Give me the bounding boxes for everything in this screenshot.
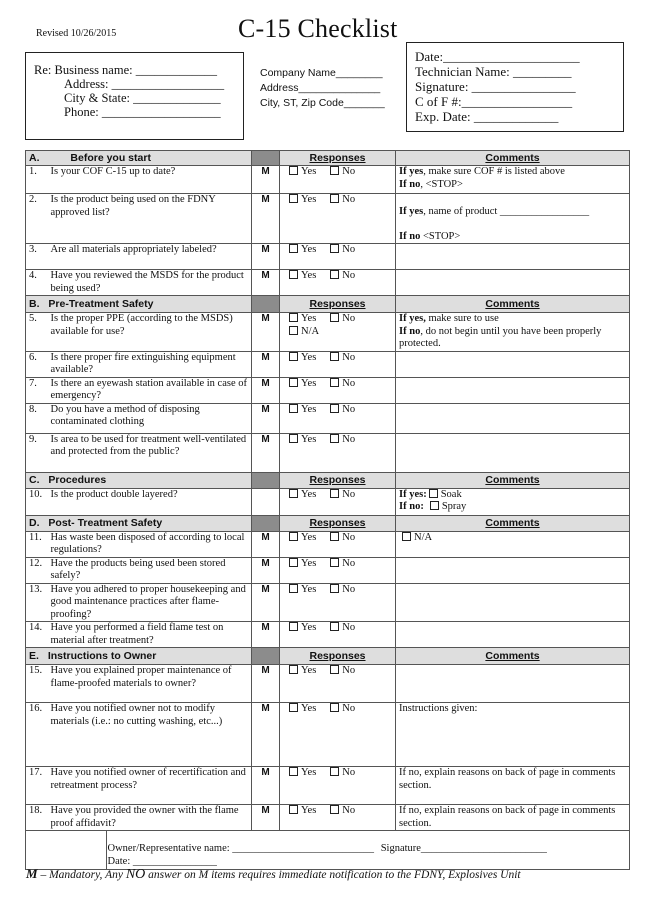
yes-checkbox[interactable]: [289, 489, 298, 498]
revised-date: Revised 10/26/2015: [36, 28, 117, 39]
mandatory-marker: M: [252, 767, 280, 805]
question-row: [26, 377, 630, 403]
phone-field[interactable]: Phone: ___________________: [64, 105, 221, 119]
question-number: 10.: [26, 488, 48, 515]
yes-label: Yes: [301, 194, 317, 205]
no-label: No: [342, 703, 356, 714]
question-number: 5.: [26, 313, 48, 352]
company-name-field[interactable]: Company Name________: [260, 67, 383, 79]
no-label: No: [342, 583, 356, 595]
technician-name-field[interactable]: Technician Name: _________: [415, 64, 572, 79]
comment-text: Instructions given:: [399, 703, 478, 714]
city-state-field[interactable]: City & State: ______________: [64, 91, 221, 105]
owner-name-field[interactable]: Owner/Representative name: ___________________________: [107, 843, 375, 854]
comment-bold: If yes: [399, 166, 424, 177]
owner-row: [26, 831, 630, 870]
question-text: Is your COF C-15 up to date?: [48, 166, 252, 194]
question-row: [26, 194, 630, 244]
responses-header: Responses: [280, 648, 396, 665]
comment-cell: [396, 531, 630, 557]
mandatory-marker: M: [252, 244, 280, 270]
no-label: No: [342, 665, 356, 676]
question-text: Have you provided the owner with the flame proof affidavit?: [48, 805, 252, 831]
section-b-header: [26, 296, 630, 313]
section-a-header: [26, 151, 630, 166]
comments-header: Comments: [396, 151, 630, 166]
question-row: [26, 583, 630, 622]
no-checkbox[interactable]: [330, 313, 339, 322]
company-address-field[interactable]: Address______________: [260, 82, 381, 94]
yes-label: Yes: [301, 767, 317, 778]
responses-header: Responses: [280, 151, 396, 166]
section-letter: D.: [29, 516, 40, 529]
mandatory-marker: M: [252, 665, 280, 703]
comments-header: Comments: [396, 515, 630, 531]
comment-text: , name of product _________________: [423, 206, 590, 217]
m-column-header: [252, 648, 280, 665]
no-checkbox[interactable]: [330, 434, 339, 443]
soak-checkbox[interactable]: [429, 489, 438, 498]
yes-label: Yes: [301, 805, 317, 816]
comment-cell: [396, 313, 630, 352]
question-number: 17.: [26, 767, 48, 805]
owner-date-field[interactable]: Date: ________________: [107, 855, 217, 867]
comment-cell: [396, 351, 630, 377]
mandatory-marker: M: [252, 351, 280, 377]
question-row: [26, 557, 630, 583]
no-label: No: [342, 622, 356, 633]
no-label: No: [342, 433, 356, 445]
section-title: Procedures: [48, 473, 107, 486]
checklist-table: [25, 150, 630, 870]
comment-cell: [396, 377, 630, 403]
na-label: N/A: [301, 325, 320, 337]
section-letter: B.: [29, 297, 40, 310]
question-row: [26, 166, 630, 194]
no-checkbox[interactable]: [330, 404, 339, 413]
question-text: Is the product being used on the FDNY approved list?: [48, 194, 252, 244]
no-label: No: [342, 403, 356, 415]
comment-cell: [396, 622, 630, 648]
mandatory-marker: M: [252, 531, 280, 557]
comment-cell: [396, 557, 630, 583]
question-text: Have you explained proper maintenance of flame-proofed materials to owner?: [48, 665, 252, 703]
mandatory-marker: M: [252, 703, 280, 767]
date-field[interactable]: Date:_____________________: [415, 49, 580, 64]
question-number: 14.: [26, 622, 48, 648]
company-city-field[interactable]: City, ST, Zip Code_______: [260, 97, 385, 109]
comment-text: , make sure COF # is listed above: [423, 166, 565, 177]
question-text: Has waste been disposed of according to local regulations?: [48, 531, 252, 557]
comment-cell: [396, 194, 630, 244]
question-text: Have you notified owner not to modify materials (i.e.: no cutting washing, etc...): [48, 703, 252, 767]
mandatory-marker: M: [252, 433, 280, 472]
no-checkbox[interactable]: [330, 532, 339, 541]
question-number: 12.: [26, 557, 48, 583]
mandatory-marker: M: [252, 166, 280, 194]
responses-header: Responses: [280, 472, 396, 488]
comment-bold: If no:: [399, 501, 424, 512]
mandatory-marker: M: [252, 270, 280, 296]
yes-label: Yes: [301, 403, 317, 415]
yes-label: Yes: [301, 703, 317, 714]
question-row: [26, 531, 630, 557]
yes-label: Yes: [301, 488, 317, 500]
question-text: Are all materials appropriately labeled?: [48, 244, 252, 270]
comment-text: make sure to use: [425, 313, 499, 324]
comment-cell: [396, 805, 630, 831]
question-row: [26, 351, 630, 377]
comment-cell: [396, 665, 630, 703]
question-row: [26, 488, 630, 515]
yes-checkbox[interactable]: [289, 378, 298, 387]
yes-label: Yes: [301, 583, 317, 595]
comment-cell: [396, 703, 630, 767]
yes-label: Yes: [301, 313, 317, 324]
comment-cell: [396, 270, 630, 296]
question-number: 9.: [26, 433, 48, 472]
mandatory-marker: M: [252, 622, 280, 648]
no-checkbox[interactable]: [330, 805, 339, 814]
footer-no: NO: [125, 867, 146, 882]
no-label: No: [342, 488, 356, 500]
no-checkbox[interactable]: [330, 558, 339, 567]
question-text: Is the product double layered?: [48, 488, 252, 515]
comment-text: , do not begin until you have been properly protected.: [399, 325, 602, 349]
question-text: Have the products being used been stored safely?: [48, 557, 252, 583]
no-checkbox[interactable]: [330, 665, 339, 674]
comment-text: If no, explain reasons on back of page in comments section.: [399, 767, 616, 791]
question-row: [26, 665, 630, 703]
mandatory-symbol: M: [26, 866, 38, 881]
no-checkbox[interactable]: [330, 270, 339, 279]
section-title: Before you start: [70, 151, 151, 164]
m-column-header: [252, 296, 280, 313]
exp-date-field[interactable]: Exp. Date: _____________: [415, 109, 559, 124]
mandatory-marker: M: [252, 583, 280, 622]
yes-label: Yes: [301, 351, 317, 363]
question-row: [26, 403, 630, 433]
footer-text-a: – Mandatory, Any: [37, 869, 126, 881]
no-label: No: [342, 531, 356, 543]
section-title: Post- Treatment Safety: [48, 516, 163, 529]
question-number: 2.: [26, 194, 48, 244]
address-field[interactable]: Address: __________________: [64, 77, 225, 91]
no-label: No: [342, 805, 356, 816]
no-checkbox[interactable]: [330, 703, 339, 712]
comment-cell: [396, 583, 630, 622]
question-number: 8.: [26, 403, 48, 433]
question-number: 1.: [26, 166, 48, 194]
section-letter: E.: [29, 649, 39, 662]
question-text: Is there an eyewash station available in case of emergency?: [48, 377, 252, 403]
question-number: 7.: [26, 377, 48, 403]
comment-text: <STOP>: [420, 230, 461, 242]
no-checkbox[interactable]: [330, 352, 339, 361]
yes-checkbox[interactable]: [289, 434, 298, 443]
no-checkbox[interactable]: [330, 378, 339, 387]
yes-checkbox[interactable]: [289, 270, 298, 279]
spray-label: Spray: [441, 501, 467, 512]
comments-header: Comments: [396, 472, 630, 488]
signature-field[interactable]: Signature: ________________: [415, 79, 576, 94]
comment-cell: [396, 433, 630, 472]
comment-cell: [396, 488, 630, 515]
yes-checkbox[interactable]: [289, 558, 298, 567]
comment-text: , <STOP>: [420, 178, 463, 190]
na-checkbox[interactable]: [402, 532, 411, 541]
question-row: [26, 703, 630, 767]
no-label: No: [342, 377, 356, 389]
yes-label: Yes: [301, 622, 317, 633]
no-label: No: [342, 767, 356, 778]
no-label: No: [342, 313, 356, 324]
cof-number-field[interactable]: C of F #:_________________: [415, 94, 573, 109]
question-row: [26, 244, 630, 270]
no-checkbox[interactable]: [330, 584, 339, 593]
comments-header: Comments: [396, 296, 630, 313]
section-e-header: [26, 648, 630, 665]
yes-checkbox[interactable]: [289, 767, 298, 776]
yes-checkbox[interactable]: [289, 532, 298, 541]
soak-label: Soak: [440, 488, 462, 500]
mandatory-marker: M: [252, 805, 280, 831]
no-checkbox[interactable]: [330, 166, 339, 175]
na-checkbox[interactable]: [289, 326, 298, 335]
question-number: 18.: [26, 805, 48, 831]
no-checkbox[interactable]: [330, 767, 339, 776]
question-row: [26, 805, 630, 831]
question-number: 4.: [26, 270, 48, 296]
mandatory-marker: [252, 488, 280, 515]
no-label: No: [342, 166, 356, 177]
mandatory-marker: M: [252, 403, 280, 433]
comment-bold: If no: [399, 178, 421, 190]
page-title: C-15 Checklist: [238, 14, 398, 43]
comment-cell: [396, 403, 630, 433]
section-c-header: [26, 472, 630, 488]
no-label: No: [342, 270, 356, 281]
question-number: 6.: [26, 351, 48, 377]
mandatory-marker: M: [252, 313, 280, 352]
mandatory-marker: M: [252, 557, 280, 583]
company-info: [260, 66, 385, 111]
comment-bold: If yes: [399, 206, 424, 217]
m-column-header: [252, 472, 280, 488]
yes-label: Yes: [301, 433, 317, 445]
yes-checkbox[interactable]: [289, 313, 298, 322]
question-text: Have you notified owner of recertification and retreatment process?: [48, 767, 252, 805]
yes-checkbox[interactable]: [289, 352, 298, 361]
yes-label: Yes: [301, 244, 317, 255]
yes-checkbox[interactable]: [289, 584, 298, 593]
yes-checkbox[interactable]: [289, 665, 298, 674]
question-row: [26, 622, 630, 648]
no-checkbox[interactable]: [330, 194, 339, 203]
yes-label: Yes: [301, 665, 317, 676]
comment-bold: If yes:: [399, 488, 427, 500]
yes-checkbox[interactable]: [289, 166, 298, 175]
footer-note: [26, 866, 521, 883]
question-text: Have you adhered to proper housekeeping and good maintenance practices after flame-proofing?: [48, 583, 252, 622]
question-number: 3.: [26, 244, 48, 270]
question-text: Have you reviewed the MSDS for the product being used?: [48, 270, 252, 296]
section-letter: A.: [29, 151, 40, 164]
yes-label: Yes: [301, 270, 317, 281]
question-text: Is the proper PPE (according to the MSDS) available for use?: [48, 313, 252, 352]
yes-checkbox[interactable]: [289, 404, 298, 413]
mandatory-marker: M: [252, 377, 280, 403]
footer-text-b: answer on M items requires immediate notification to the FDNY, Explosives Unit: [145, 869, 521, 881]
yes-checkbox[interactable]: [289, 194, 298, 203]
question-number: 11.: [26, 531, 48, 557]
comment-cell: [396, 166, 630, 194]
business-info-box: [25, 52, 244, 140]
yes-checkbox[interactable]: [289, 622, 298, 631]
question-row: [26, 313, 630, 352]
no-label: No: [342, 244, 356, 255]
question-number: 13.: [26, 583, 48, 622]
na-label: N/A: [414, 531, 433, 543]
question-number: 16.: [26, 703, 48, 767]
comment-bold: If yes,: [399, 313, 426, 324]
yes-label: Yes: [301, 166, 317, 177]
owner-signature-field[interactable]: Signature________________________: [380, 843, 547, 854]
comment-cell: [396, 244, 630, 270]
no-checkbox[interactable]: [330, 622, 339, 631]
yes-checkbox[interactable]: [289, 805, 298, 814]
yes-label: Yes: [301, 557, 317, 569]
yes-label: Yes: [301, 531, 317, 543]
comments-header: Comments: [396, 648, 630, 665]
m-column-header: [252, 515, 280, 531]
spray-checkbox[interactable]: [430, 501, 439, 510]
section-d-header: [26, 515, 630, 531]
m-column-header: [252, 151, 280, 166]
comment-cell: [396, 767, 630, 805]
comment-bold: If no: [399, 325, 421, 337]
section-letter: C.: [29, 473, 40, 486]
yes-label: Yes: [301, 377, 317, 389]
yes-checkbox[interactable]: [289, 244, 298, 253]
comment-bold: If no: [399, 230, 421, 242]
question-text: Is area to be used for treatment well-ventilated and protected from the public?: [48, 433, 252, 472]
comment-text: If no, explain reasons on back of page in comments section.: [399, 805, 616, 829]
technician-info-box: [406, 42, 624, 132]
no-label: No: [342, 194, 356, 205]
mandatory-marker: M: [252, 194, 280, 244]
no-label: No: [342, 557, 356, 569]
section-title: Pre-Treatment Safety: [48, 297, 154, 310]
section-title: Instructions to Owner: [47, 649, 157, 662]
question-text: Do you have a method of disposing contaminated clothing: [48, 403, 252, 433]
business-name-field[interactable]: Re: Business name: _____________: [34, 63, 217, 77]
question-row: [26, 767, 630, 805]
question-text: Is there proper fire extinguishing equipment available?: [48, 351, 252, 377]
question-row: [26, 270, 630, 296]
question-row: [26, 433, 630, 472]
no-checkbox[interactable]: [330, 244, 339, 253]
responses-header: Responses: [280, 515, 396, 531]
question-text: Have you performed a field flame test on material after treatment?: [48, 622, 252, 648]
no-label: No: [342, 351, 356, 363]
question-number: 15.: [26, 665, 48, 703]
responses-header: Responses: [280, 296, 396, 313]
yes-checkbox[interactable]: [289, 703, 298, 712]
no-checkbox[interactable]: [330, 489, 339, 498]
